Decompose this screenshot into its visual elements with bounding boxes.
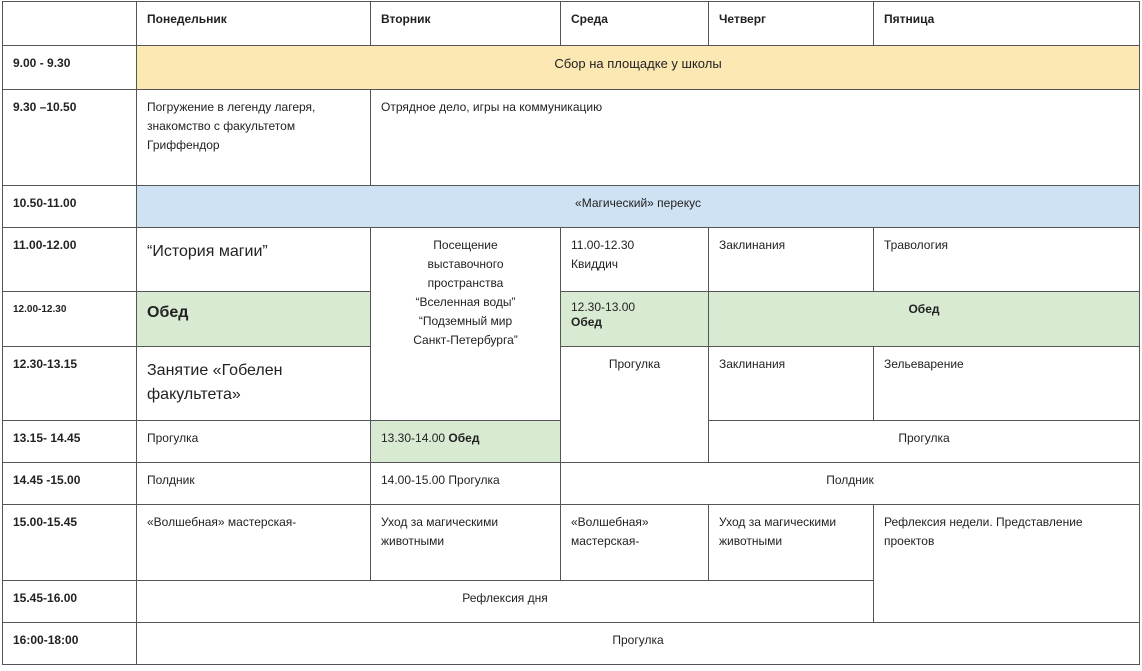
thu-fri-walk-cell: Прогулка: [709, 421, 1140, 463]
table-row: [3, 46, 1140, 90]
time-cell: 14.45 -15.00: [3, 463, 137, 505]
header-row: [3, 2, 1140, 46]
wed-quidditch-time: 11.00-12.30: [571, 238, 635, 252]
snack-cell: «Магический» перекус: [137, 186, 1140, 228]
mon-legend-cell: Погружение в легенду лагеря, знакомство с факультетом Гриффендор: [137, 90, 371, 186]
fri-herbology-cell: Травология: [874, 228, 1140, 292]
fri-reflection-cell: Рефлексия недели. Представление проектов: [874, 505, 1140, 623]
tue-exhibit-line-1: Посещение выставочного пространства: [427, 238, 504, 290]
table-row: [3, 505, 1140, 581]
thu-fri-lunch-cell: Обед: [709, 292, 1140, 347]
wed-quidditch-text: Квиддич: [571, 257, 619, 271]
wed-workshop-cell: «Волшебная» мастерская-: [561, 505, 709, 581]
tue-lunch-text: Обед: [448, 431, 480, 445]
table-row: [3, 228, 1140, 292]
time-cell: 10.50-11.00: [3, 186, 137, 228]
thu-spells-cell: Заклинания: [709, 347, 874, 421]
gathering-cell: [137, 46, 1140, 90]
header-friday: Пятница: [874, 2, 1140, 46]
wed-quidditch-cell: [561, 228, 709, 292]
wed-fri-afternoon-snack-cell: Полдник: [561, 463, 1140, 505]
final-walk-cell: Прогулка: [137, 623, 1140, 665]
tue-exhibit-line-2: “Вселенная воды”: [415, 295, 516, 309]
thu-animals-cell: Уход за магическими животными: [709, 505, 874, 581]
time-cell: 13.15- 14.45: [3, 421, 137, 463]
header-tuesday: Вторник: [371, 2, 561, 46]
wed-lunch-cell: [561, 292, 709, 347]
table-row: [3, 623, 1140, 665]
tue-exhibit-cell: [371, 228, 561, 421]
time-cell: 9.00 - 9.30: [3, 46, 137, 90]
tue-animals-cell: Уход за магическими животными: [371, 505, 561, 581]
wed-walk-cell: Прогулка: [561, 347, 709, 463]
table-row: [3, 463, 1140, 505]
squad-affairs-cell: Отрядное дело, игры на коммуникацию: [371, 90, 1140, 186]
gathering-text: Сбор на площадке у школы: [554, 56, 722, 71]
time-cell: 12.00-12.30: [3, 292, 137, 347]
corner-cell: [3, 2, 137, 46]
day-reflection-cell: Рефлексия дня: [137, 581, 874, 623]
mon-walk-cell: Прогулка: [137, 421, 371, 463]
header-monday: Понедельник: [137, 2, 371, 46]
table-row: [3, 347, 1140, 421]
mon-workshop-cell: «Волшебная» мастерская-: [137, 505, 371, 581]
table-row: [3, 186, 1140, 228]
fri-potions-cell: Зельеварение: [874, 347, 1140, 421]
thu-spells-cell: Заклинания: [709, 228, 874, 292]
time-cell: 15.45-16.00: [3, 581, 137, 623]
mon-history-cell: [137, 228, 371, 292]
header-thursday: Четверг: [709, 2, 874, 46]
tue-exhibit-line-3: “Подземный мир Санкт-Петербурга”: [413, 314, 518, 347]
mon-tapestry-text: Занятие «Гобелен факультета»: [147, 362, 283, 403]
mon-afternoon-snack-cell: Полдник: [137, 463, 371, 505]
header-wednesday: Среда: [561, 2, 709, 46]
tue-walk-cell: 14.00-15.00 Прогулка: [371, 463, 561, 505]
table-row: [3, 292, 1140, 347]
mon-history-text: “История магии”: [147, 243, 268, 260]
mon-lunch-text: Обед: [147, 304, 189, 321]
mon-tapestry-cell: [137, 347, 371, 421]
tue-lunch-time: 13.30-14.00: [381, 431, 446, 445]
mon-lunch-cell: [137, 292, 371, 347]
time-cell: 9.30 –10.50: [3, 90, 137, 186]
time-cell: 16:00-18:00: [3, 623, 137, 665]
wed-lunch-text: Обед: [571, 315, 603, 329]
table-row: [3, 90, 1140, 186]
time-cell: 15.00-15.45: [3, 505, 137, 581]
time-cell: 11.00-12.00: [3, 228, 137, 292]
wed-lunch-time: 12.30-13.00: [571, 300, 636, 314]
schedule-table: [2, 1, 1140, 665]
tue-lunch-cell: [371, 421, 561, 463]
time-cell: 12.30-13.15: [3, 347, 137, 421]
